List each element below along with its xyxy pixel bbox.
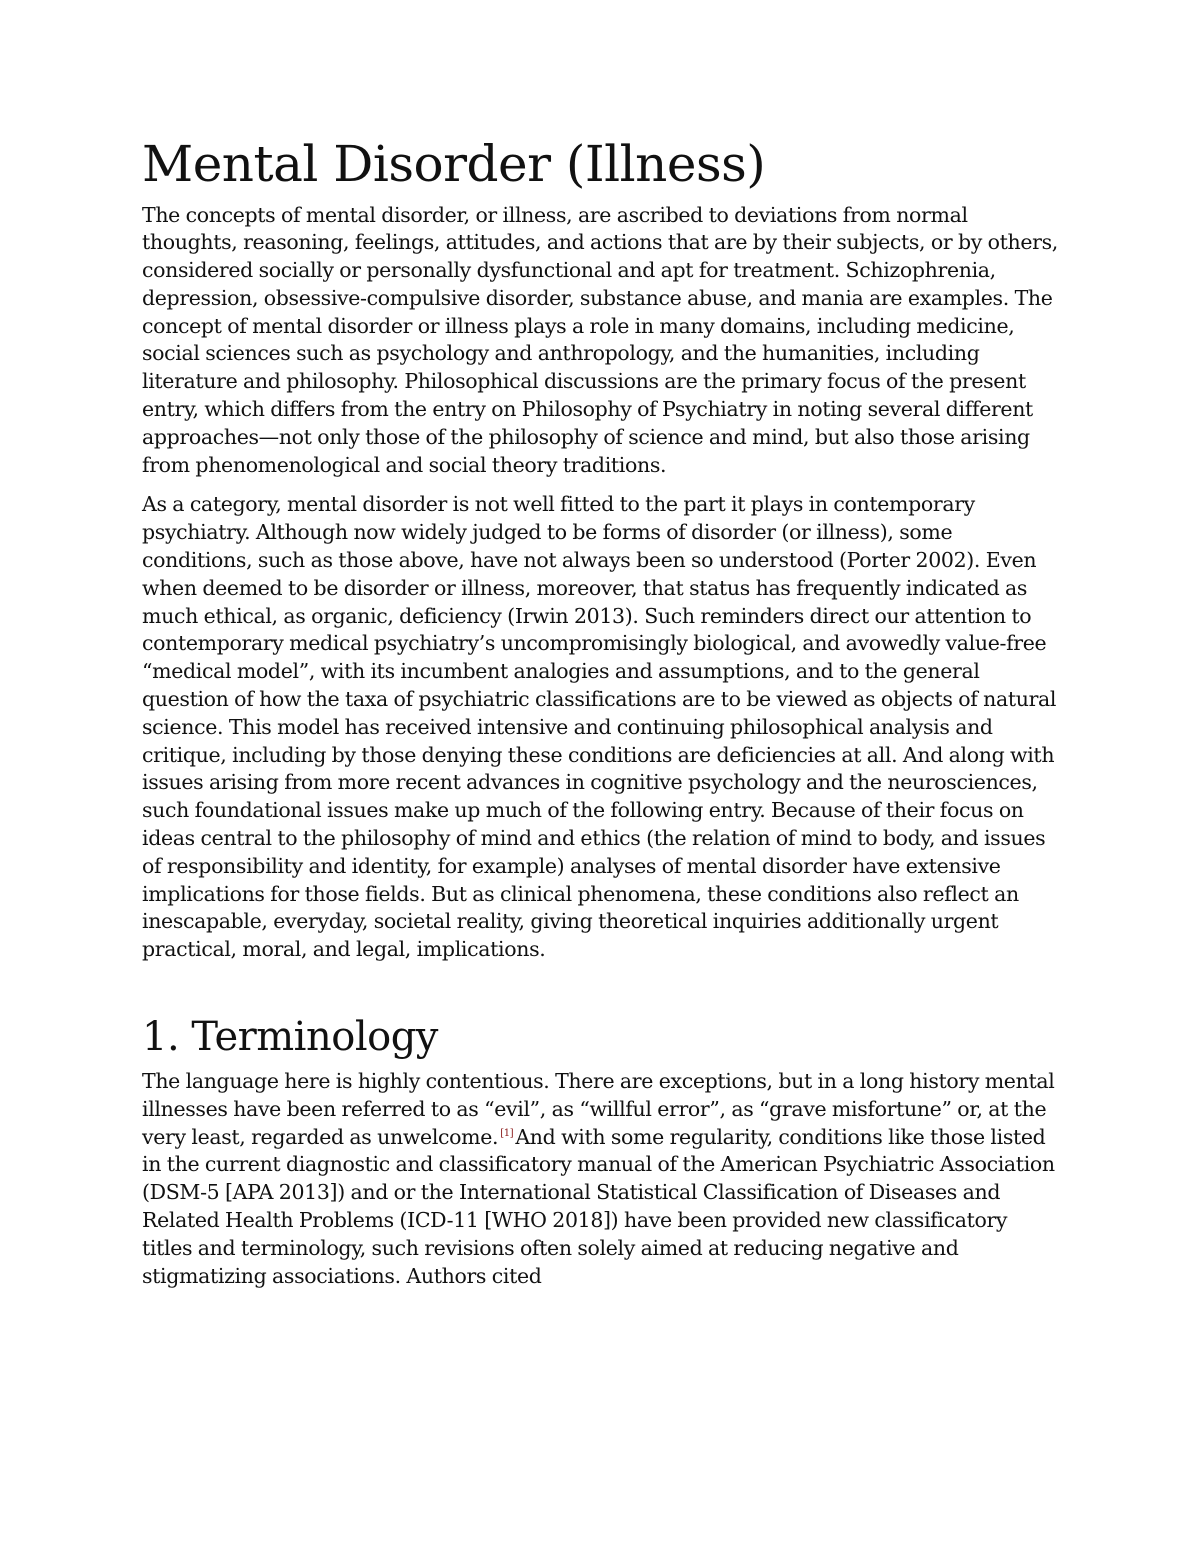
footnote-link[interactable]: [1] bbox=[500, 1127, 514, 1139]
intro-paragraph-2: As a category, mental disorder is not well fitted to the part it plays in contemporary psychiatry. Although now widely judged to be forms of disorder (or illness), some conditions, such as those above, have not always been so understood (Porter 2002). Even when deemed to be disorder or illness, moreover, that status has frequently indicated as much ethical, as organic, deficiency (Irwin 2013). Such reminders direct our attention to contemporary medical psychiatry’s uncompromisingly biological, and avowedly value-free “medical model”, with its incumbent analogies and assumptions, and to the general question of how the taxa of psychiatric classifications are to be viewed as objects of natural science. This model has received intensive and continuing philosophical analysis and critique, including by those denying these conditions are deficiencies at all. And along with issues arising from more recent advances in cognitive psychology and the neurosciences, such foundational issues make up much of the following entry. Because of their focus on ideas central to the philosophy of mind and ethics (the relation of mind to body, and issues of responsibility and identity, for example) analyses of mental disorder have extensive implications for those fields. But as clinical phenomena, these conditions also reflect an inescapable, everyday, societal reality, giving theoretical inquiries additionally urgent practical, moral, and legal, implications. bbox=[142, 492, 1057, 962]
section-heading-terminology: 1. Terminology bbox=[142, 1014, 438, 1061]
page-title: Mental Disorder (Illness) bbox=[142, 135, 766, 193]
document-content bbox=[142, 136, 1060, 1302]
terminology-text-part-1: The language here is highly contentious. There are exceptions, but in a long history mental illnesses have been referred to as “evil”, as “willful error”, as “grave misfortune” or, at the very least, regarded as unwelcome. bbox=[142, 1069, 1055, 1149]
intro-paragraph-1: The concepts of mental disorder, or illness, are ascribed to deviations from normal thoughts, reasoning, feelings, attitudes, and actions that are by their subjects, or by others, considered socially or personally dysfunctional and apt for treatment. Schizophrenia, depression, obsessive-compulsive disorder, substance abuse, and mania are examples. The concept of mental disorder or illness plays a role in many domains, including medicine, social sciences such as psychology and anthropology, and the humanities, including literature and philosophy. Philosophical discussions are the primary focus of the present entry, which differs from the entry on Philosophy of Psychiatry in noting several different approaches—not only those of the philosophy of science and mind, but also those arising from phenomenological and social theory traditions. bbox=[142, 202, 1058, 477]
terminology-paragraph bbox=[142, 1068, 1060, 1290]
terminology-text-part-2: And with some regularity, conditions like those listed in the current diagnostic and classificatory manual of the American Psychiatric Association (DSM-5 [APA 2013]) and or the International Statistical Classification of Diseases and Related Health Problems (ICD-11 [WHO 2018]) have been provided new classificatory titles and terminology, such revisions often solely aimed at reducing negative and stigmatizing associations. Authors cited bbox=[142, 1124, 1055, 1288]
